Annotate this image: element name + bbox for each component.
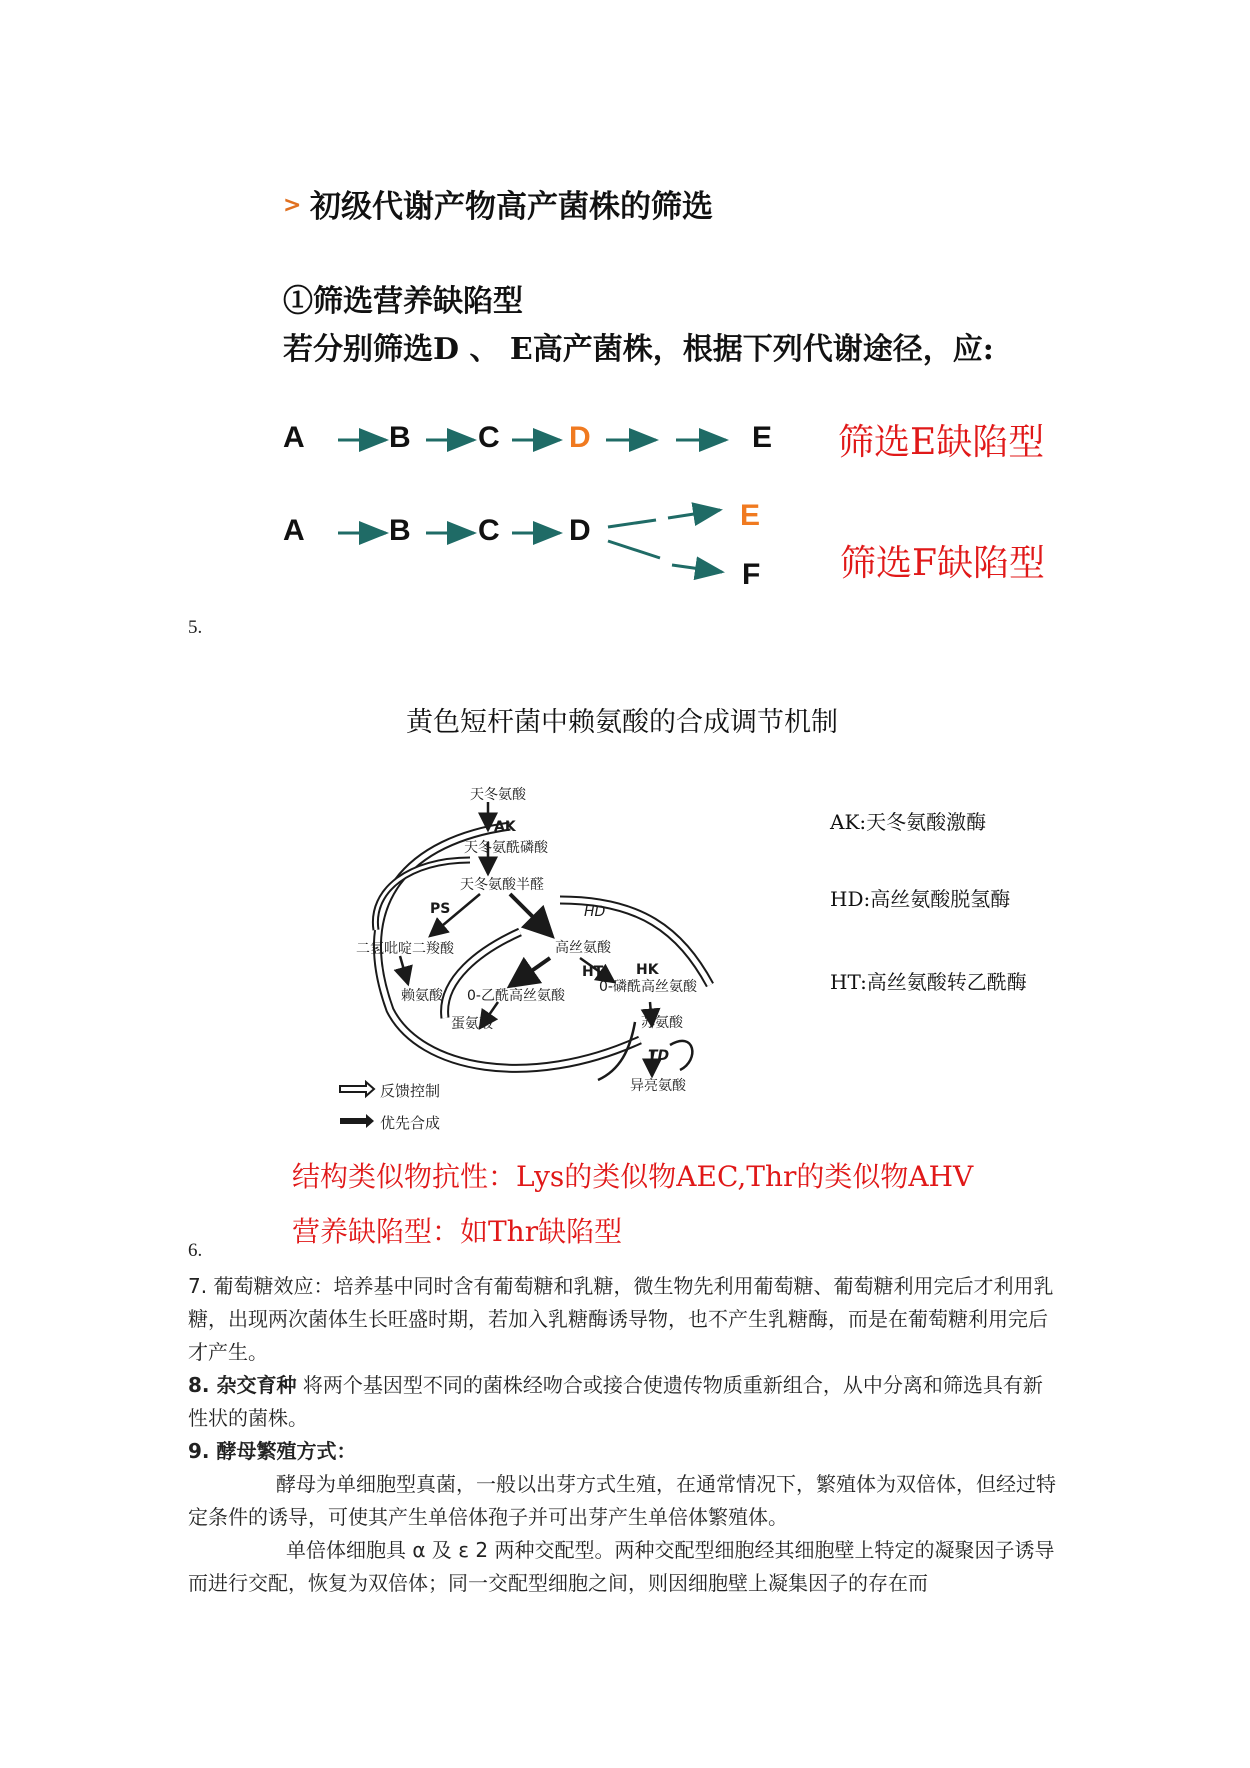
diag-phospho-homoserine: 0-磷酰高丝氨酸 bbox=[599, 979, 697, 995]
diag-acetyl-homoserine: 0-乙酰高丝氨酸 bbox=[467, 988, 565, 1004]
slide1-instruction: 若分别筛选D 、 E高产菌株，根据下列代谢途径，应: bbox=[283, 332, 994, 367]
slide1-subtitle: ①筛选营养缺陷型 bbox=[283, 284, 523, 319]
chevron-right-icon: > bbox=[283, 193, 302, 218]
item8-body: 将两个基因型不同的菌株经吻合或接合使遗传物质重新组合，从中分离和筛选具有新性状的菌株。 bbox=[188, 1373, 1043, 1430]
diag-ak: AK bbox=[494, 819, 516, 835]
diag-dihydropicolinate: 二氢吡啶二羧酸 bbox=[356, 941, 454, 957]
label-screen-e: 筛选E缺陷型 bbox=[838, 422, 1045, 463]
note-auxotroph: 营养缺陷型：如Thr缺陷型 bbox=[292, 1215, 623, 1248]
diag-isoleucine: 异亮氨酸 bbox=[630, 1078, 686, 1094]
legend-preferential: 优先合成 bbox=[380, 1114, 441, 1132]
legend-icons bbox=[338, 1080, 378, 1130]
note-analog-resistance: 结构类似物抗性：Lys的类似物AEC,Thr的类似物AHV bbox=[292, 1160, 974, 1193]
node-c-1: C bbox=[478, 421, 500, 454]
paragraph-item9-p2: 单倍体细胞具 α 及 ε 2 两种交配型。两种交配型细胞经其细胞壁上特定的凝聚因子诱导而进行交配，恢复为双倍体；同一交配型细胞之间，则因细胞壁上凝集因子的存在而 bbox=[188, 1538, 1055, 1595]
diag-ps: PS bbox=[430, 901, 451, 917]
diag-methionine: 蛋氨酸 bbox=[451, 1016, 493, 1032]
diag-aspartyl-phosphate: 天冬氨酰磷酸 bbox=[464, 840, 548, 856]
label-screen-f: 筛选F缺陷型 bbox=[840, 543, 1045, 584]
paragraph-item9-p1: 酵母为单细胞型真菌，一般以出芽方式生殖，在通常情况下，繁殖体为双倍体，但经过特定条件的诱导，可使其产生单倍体孢子并可出芽产生单倍体繁殖体。 bbox=[188, 1472, 1056, 1529]
diag-lysine: 赖氨酸 bbox=[401, 988, 443, 1004]
paragraph-item8 bbox=[188, 1369, 1058, 1435]
diag-homoserine: 高丝氨酸 bbox=[555, 940, 611, 956]
arrow-d-f-2b bbox=[672, 565, 722, 572]
node-e-2: E bbox=[740, 499, 761, 532]
node-b-1: B bbox=[389, 421, 411, 454]
def-ht: HT:高丝氨酸转乙酰酶 bbox=[830, 970, 1027, 994]
node-b-2: B bbox=[389, 514, 411, 547]
def-ak: AK:天冬氨酸激酶 bbox=[830, 810, 987, 834]
arrow-d-e-2b bbox=[668, 510, 720, 518]
arrow-d-e-2a bbox=[608, 520, 656, 527]
diag-aspartate: 天冬氨酸 bbox=[470, 787, 526, 803]
diag-td: TD bbox=[648, 1048, 670, 1064]
node-d-2: D bbox=[569, 514, 591, 547]
node-e-1: E bbox=[752, 421, 773, 454]
paragraph-item7: 7. 葡萄糖效应：培养基中同时含有葡萄糖和乳糖，微生物先利用葡萄糖、葡萄糖利用完后才利用乳糖，出现两次菌体生长旺盛时期，若加入乳糖酶诱导物，也不产生乳糖酶，而是在葡萄糖利用完后才产生。 bbox=[188, 1274, 1054, 1364]
arrow-d-f-2a bbox=[608, 541, 660, 558]
node-a-1: A bbox=[283, 421, 305, 454]
diag-aspartate-semialdehyde: 天冬氨酸半醛 bbox=[460, 877, 544, 893]
feedback-arrow-icon bbox=[340, 1082, 374, 1096]
slide1-title: 初级代谢产物高产菌株的筛选 bbox=[310, 189, 713, 225]
lysine-regulation-diagram bbox=[330, 770, 790, 1130]
node-d-1: D bbox=[569, 421, 591, 454]
node-a-2: A bbox=[283, 514, 305, 547]
preferential-arrow-icon bbox=[340, 1114, 374, 1128]
item-number-6: 6. bbox=[188, 1240, 203, 1261]
slide2-title: 黄色短杆菌中赖氨酸的合成调节机制 bbox=[406, 707, 838, 738]
diag-hd: HD bbox=[584, 904, 606, 920]
legend-feedback: 反馈控制 bbox=[380, 1082, 441, 1100]
node-f-2: F bbox=[742, 558, 761, 591]
diag-ht: HT bbox=[582, 964, 604, 980]
paragraph-item9-heading: 9. 酵母繁殖方式： bbox=[188, 1439, 357, 1463]
def-hd: HD:高丝氨酸脱氢酶 bbox=[830, 887, 1011, 911]
item-number-5: 5. bbox=[188, 617, 203, 638]
node-c-2: C bbox=[478, 514, 500, 547]
item8-heading: 8. 杂交育种 bbox=[188, 1373, 297, 1397]
diag-threonine: 苏氨酸 bbox=[641, 1015, 683, 1031]
diag-hk: HK bbox=[636, 962, 659, 978]
